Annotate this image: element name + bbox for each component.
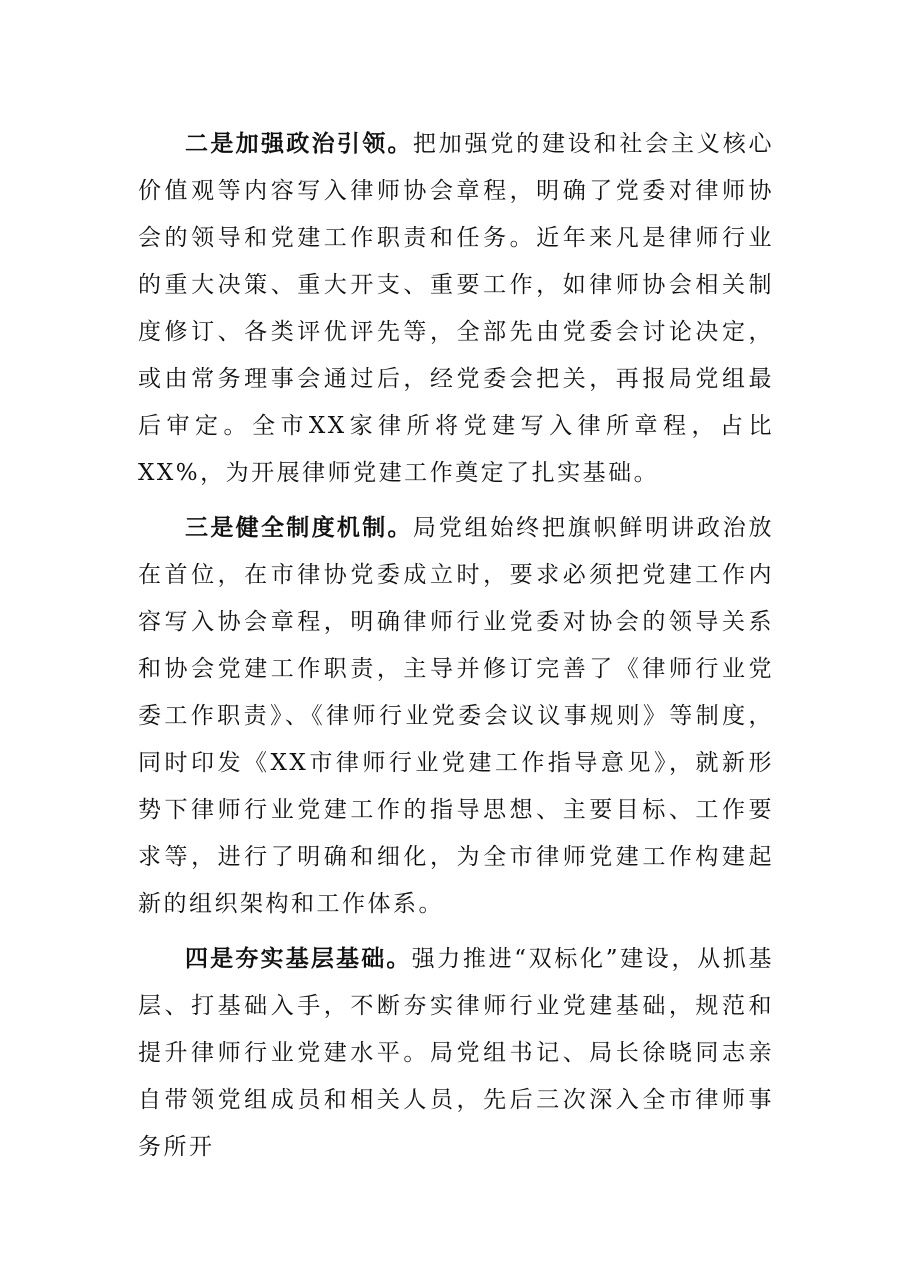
paragraph-body: 把加强党的建设和社会主义核心价值观等内容写入律师协会章程，明确了党委对律师协会的领导和党建工作职责和任务。近年来凡是律师行业的重大决策、重大开支、重要工作，如律师协会相关制度修订、各类评优评先等，全部先由党委会讨论决定，或由常务理事会通过后，经党委会把关，再报局党组最后审定。全市XX家律所将党建写入律所章程，占比XX%，为开展律师党建工作奠定了扎实基础。 (138, 131, 775, 486)
paragraph-heading: 三是健全制度机制。 (185, 515, 413, 541)
paragraph-grassroots-foundation (138, 936, 774, 1171)
paragraph-heading: 四是夯实基层基础。 (185, 946, 412, 972)
paragraph-body: 局党组始终把旗帜鲜明讲政治放在首位，在市律协党委成立时，要求必须把党建工作内容写入协会章程，明确律师行业党委对协会的领导关系和协会党建工作职责，主导并修订完善了《律师行业党委工作职责》、《律师行业党委会议议事规则》等制度，同时印发《XX市律师行业党建工作指导意见》，就新形势下律师行业党建工作的指导思想、主要目标、工作要求等，进行了明确和细化，为全市律师党建工作构建起新的组织架构和工作体系。 (138, 515, 775, 917)
paragraph-heading: 二是加强政治引领。 (185, 131, 413, 157)
document-page (138, 121, 774, 1171)
paragraph-political-leadership (138, 121, 774, 497)
paragraph-body: 强力推进“双标化”建设，从抓基层、打基础入手，不断夯实律师行业党建基础，规范和提升律师行业党建水平。局党组书记、局长徐晓同志亲自带领党组成员和相关人员，先后三次深入全市律师事务所开 (138, 946, 774, 1160)
paragraph-institutional-mechanism (138, 505, 774, 928)
